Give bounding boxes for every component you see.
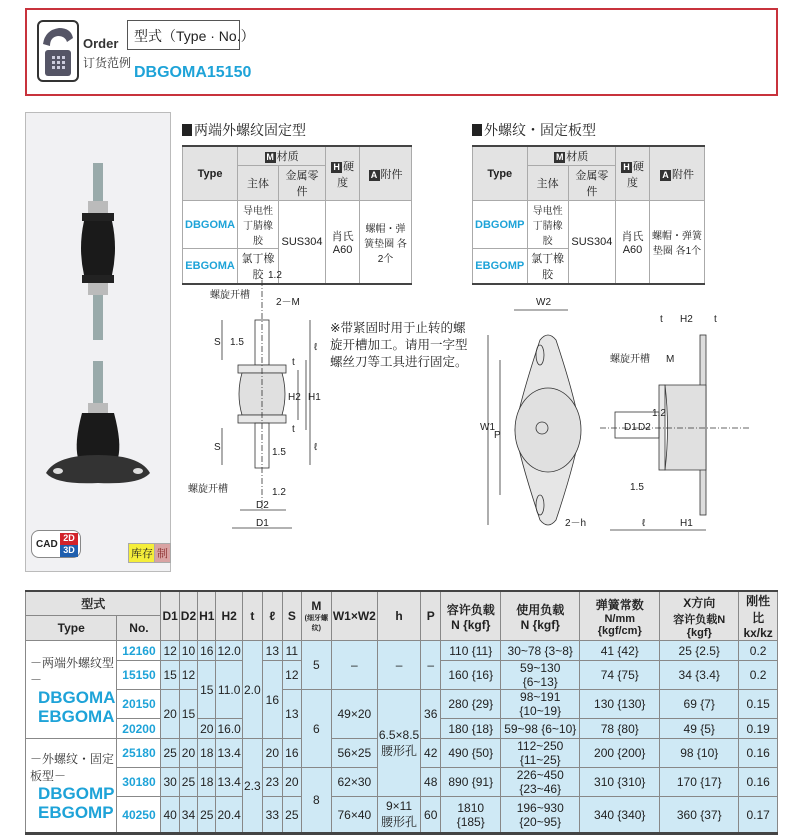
col-body: 主体 [238,166,279,201]
order-example-code: DBGOMA15150 [134,64,252,81]
type-code: DBGOMA [38,687,116,707]
cell-h: 6.5×8.5 腰形孔 [377,690,420,797]
cell-w1xw2: 56×25 [331,739,377,768]
order-example-box [25,8,778,96]
accessory-value: 螺帽・弹簧垫圈 各1个 [650,201,705,285]
dim-l-bottom: ℓ [314,442,318,453]
cell-no[interactable]: 30180 [117,768,161,797]
drawing-double-thread [180,260,330,540]
dim-t-right: t [714,314,717,325]
cell-p: 60 [421,797,441,834]
col-type: Type [473,146,528,201]
dim-s-bottom: S [214,442,221,453]
cell-p: – [421,641,441,690]
cell-w1xw2: 62×30 [331,768,377,797]
product-photo-panel [25,112,171,572]
cell-h1: 18 [198,768,216,797]
header-m [301,591,331,641]
cell-x-load: 98 {10} [660,739,739,768]
col-metal: 金属零件 [278,166,325,201]
accessory-icon: A [369,170,380,181]
header-use-load-l1: 使用负载 [516,602,565,617]
header-h2: H2 [216,591,242,641]
cell-use-load: 112~250 {11~25} [501,739,580,768]
header-type: Type [26,616,117,641]
table-row [26,690,778,719]
body-material: 氯丁橡胶 [238,249,279,285]
col-hardness [326,146,360,201]
dim-p: P [494,430,501,441]
cell-h1: 25 [198,797,216,834]
cell-w1xw2: – [331,641,377,690]
cell-s: 25 [282,797,301,834]
dim-1-2: 1.2 [652,408,666,419]
cell-x-load: 69 {7} [660,690,739,719]
type-group-label: －两端外螺纹型－ [30,655,115,687]
cell-use-load: 98~191 {10~19} [501,690,580,719]
cad-3d-label: 3D [60,545,78,557]
accessory-label: 附件 [380,168,403,181]
header-d1: D1 [161,591,179,641]
cell-no[interactable]: 20200 [117,719,161,739]
col-material [238,146,326,166]
spec-table-right [472,145,705,285]
cell-m: 8 [301,768,331,834]
accessory-label: 附件 [672,168,694,181]
cell-d1: 40 [161,797,179,834]
dim-w1: W1 [480,422,495,433]
cell-no[interactable]: 40250 [117,797,161,834]
cell-spring-constant: 200 {200} [580,739,660,768]
dim-l-top: ℓ [314,342,318,353]
table-row [26,641,778,661]
body-material: 氯丁橡胶 [527,249,568,285]
order-label: Order [83,36,119,51]
material-label: 材质 [566,151,589,163]
body-material: 导电性丁腈橡胶 [527,201,568,249]
cell-use-load: 59~130 {6~13} [501,661,580,690]
phone-icon [37,20,79,82]
cell-h1: 18 [198,739,216,768]
cell-stiffness-ratio: 0.16 [739,768,778,797]
dim-1-2-top: 1.2 [268,270,282,281]
cell-stiffness-ratio: 0.17 [739,797,778,834]
dimension-table [25,590,778,835]
cell-spring-constant: 340 {340} [580,797,660,834]
dim-l: ℓ [642,518,646,529]
drawing-plate-type [470,280,770,540]
cell-m: 6 [301,690,331,768]
header-no: No. [117,616,161,641]
header-use-load-l2: N {kgf} [520,617,560,632]
cell-spring-constant: 310 {310} [580,768,660,797]
cell-w1xw2: 49×20 [331,690,377,739]
cell-d1: 25 [161,739,179,768]
stock-badge: 库存 [128,543,156,563]
type-code: DBGOMP [473,201,528,249]
cell-d2: 10 [179,641,197,661]
cell-h2: 13.4 [216,768,242,797]
cell-l: 13 [262,641,282,661]
cell-stiffness-ratio: 0.16 [739,739,778,768]
header-type-group: 型式 [26,591,161,616]
cell-l: 20 [262,739,282,768]
type-code: EBGOMP [473,249,528,285]
cell-h1: 15 [198,661,216,719]
dim-1-5-bottom: 1.5 [272,447,286,458]
material-icon: M [556,152,564,162]
cell-d2: 34 [179,797,197,834]
cell-x-load: 25 {2.5} [660,641,739,661]
cell-h2: 12.0 [216,641,242,661]
header-l: ℓ [262,591,282,641]
table-row [26,797,778,834]
header-m-label: M [311,599,322,613]
dim-d2: D2 [638,422,651,433]
dim-h1: H1 [308,392,321,403]
metal-material: SUS304 [568,201,615,285]
dim-w2: W2 [536,297,551,308]
header-m-sub: (细牙螺纹) [304,615,329,632]
hardness-icon: H [331,162,342,173]
cell-m: 5 [301,641,331,690]
cell-x-load: 170 {17} [660,768,739,797]
header-spring-l2: N/mm {kgf/cm} [597,612,642,637]
cell-spring-constant: 74 {75} [580,661,660,690]
dim-t-top: t [292,357,295,368]
cell-x-load: 49 {5} [660,719,739,739]
cell-l: 33 [262,797,282,834]
body-material: 导电性丁腈橡胶 [238,201,279,249]
cell-s: 13 [282,690,301,739]
col-material [527,146,616,166]
cell-allow-load: 1810 {185} [441,797,501,834]
holes-label: 2－h [565,518,587,529]
cell-use-load: 226~450 {23~46} [501,768,580,797]
col-type: Type [183,146,238,201]
cell-stiffness-ratio: 0.19 [739,719,778,739]
cell-h2: 11.0 [216,661,242,719]
cell-no[interactable]: 25180 [117,739,161,768]
dim-1-2-bottom: 1.2 [272,487,286,498]
cell-use-load: 30~78 {3~8} [501,641,580,661]
cell-h1: 20 [198,719,216,739]
cell-l: 23 [262,768,282,797]
metal-material: SUS304 [278,201,325,285]
accessory-icon: A [660,170,671,181]
dim-m: M [666,354,675,365]
header-allow-load-l1: 容许负载 [446,602,495,617]
cell-d2: 12 [179,661,197,690]
col-accessory [650,146,705,201]
dim-t-left: t [660,314,663,325]
cell-no[interactable]: 12160 [117,641,161,661]
order-label-cn: 订货范例 [83,56,132,70]
dim-h2: H2 [680,314,693,325]
cell-h2: 16.0 [216,719,242,739]
header-x-load-l1: X方向 [683,595,716,610]
header-use-load [501,591,580,641]
dim-s-top: S [214,337,221,348]
cell-s: 16 [282,739,301,768]
type-code: EBGOMA [183,249,238,285]
cell-p: 48 [421,768,441,797]
slot-label: 螺旋开槽 [610,354,650,365]
cell-x-load: 360 {37} [660,797,739,834]
header-w: W1×W2 [331,591,377,641]
cell-l: 16 [262,661,282,739]
col-accessory [360,146,412,201]
header-x-load-l2: 容许负载N {kgf} [673,613,726,639]
cell-s: 11 [282,641,301,661]
cell-d2: 25 [179,768,197,797]
header-x-load [660,591,739,641]
dim-1-5: 1.5 [630,482,644,493]
hardness-label: 硬度 [627,160,644,189]
dim-d1: D1 [624,422,637,433]
header-allow-load [441,591,501,641]
cell-h1: 16 [198,641,216,661]
cell-spring-constant: 130 {130} [580,690,660,719]
type-code: EBGOMP [38,802,114,822]
cell-allow-load: 490 {50} [441,739,501,768]
material-label: 材质 [276,151,299,163]
type-no-box: 型式（Type · No.） [127,20,240,50]
cell-stiffness-ratio: 0.15 [739,690,778,719]
col-body: 主体 [527,166,568,201]
section-title-left: 两端外螺纹固定型 [182,120,306,140]
cell-stiffness-ratio: 0.2 [739,641,778,661]
col-metal: 金属零件 [568,166,615,201]
slot-label-bottom: 螺旋开槽 [188,484,228,495]
cad-2d-label: 2D [60,533,78,545]
header-d2: D2 [179,591,197,641]
cell-d2: 15 [179,690,197,739]
cell-h: – [377,641,420,690]
dim-d1: D1 [256,518,269,529]
type-group-cell [26,739,117,834]
cell-d1: 30 [161,768,179,797]
cell-no[interactable]: 15150 [117,661,161,690]
hardness-value: 肖氏A60 [326,201,360,285]
header-ratio [739,591,778,641]
cell-use-load: 59~98 {6~10} [501,719,580,739]
section-title-right: 外螺纹・固定板型 [472,120,596,140]
slot-label-top: 螺旋开槽 [210,290,250,301]
cell-w1xw2: 76×40 [331,797,377,834]
cell-s: 20 [282,768,301,797]
type-code: EBGOMA [38,706,115,726]
cell-allow-load: 280 {29} [441,690,501,719]
cell-d1: 20 [161,690,179,739]
cell-h2: 20.4 [216,797,242,834]
hardness-value: 肖氏A60 [616,201,650,285]
hardness-label: 硬度 [337,160,355,189]
cad-badge[interactable] [31,530,81,558]
made-badge: 制 [154,543,171,563]
cell-allow-load: 160 {16} [441,661,501,690]
cad-label: CAD [36,539,58,550]
cell-allow-load: 890 {91} [441,768,501,797]
type-code: DBGOMP [38,783,115,803]
dim-d2: D2 [256,500,269,511]
header-t: t [242,591,262,641]
cell-d1: 15 [161,661,179,690]
header-h1: H1 [198,591,216,641]
accessory-value: 螺帽・弹簧垫圈 各2个 [360,201,412,285]
cell-d1: 12 [161,641,179,661]
dim-t-bottom: t [292,424,295,435]
cell-use-load: 196~930 {20~95} [501,797,580,834]
col-hardness [616,146,650,201]
cell-p: 36 [421,690,441,739]
dim-h1: H1 [680,518,693,529]
dim-1-5-top: 1.5 [230,337,244,348]
type-group-cell [26,641,117,739]
cell-p: 42 [421,739,441,768]
header-s: S [282,591,301,641]
cell-no[interactable]: 20150 [117,690,161,719]
cell-stiffness-ratio: 0.2 [739,661,778,690]
header-ratio-l1: 刚性比 [746,594,771,625]
cell-h2: 13.4 [216,739,242,768]
cell-h: 9×11 腰形孔 [377,797,420,834]
cell-s: 12 [282,661,301,690]
type-code: DBGOMA [183,201,238,249]
cell-spring-constant: 41 {42} [580,641,660,661]
header-p: P [421,591,441,641]
cell-allow-load: 110 {11} [441,641,501,661]
cell-allow-load: 180 {18} [441,719,501,739]
slot-note: ※带紧固时用于止转的螺旋开槽加工。请用一字型螺丝刀等工具进行固定。 [330,321,468,369]
type-group-label: －外螺纹・固定板型－ [30,751,115,783]
hardness-icon: H [621,162,632,173]
cell-t: 2.3 [242,739,262,834]
header-ratio-l2: kx/kz [743,626,773,640]
header-spring-l1: 弹簧常数 [595,597,644,612]
header-spring [580,591,660,641]
header-allow-load-l2: N {kgf} [451,617,491,632]
cell-t: 2.0 [242,641,262,739]
header-h: h [377,591,420,641]
cell-spring-constant: 78 {80} [580,719,660,739]
dim-h2: H2 [288,392,301,403]
cell-x-load: 34 {3.4} [660,661,739,690]
cell-d2: 20 [179,739,197,768]
product-photo [26,113,172,523]
thread-label: 2－M [276,297,300,308]
material-icon: M [266,152,274,162]
